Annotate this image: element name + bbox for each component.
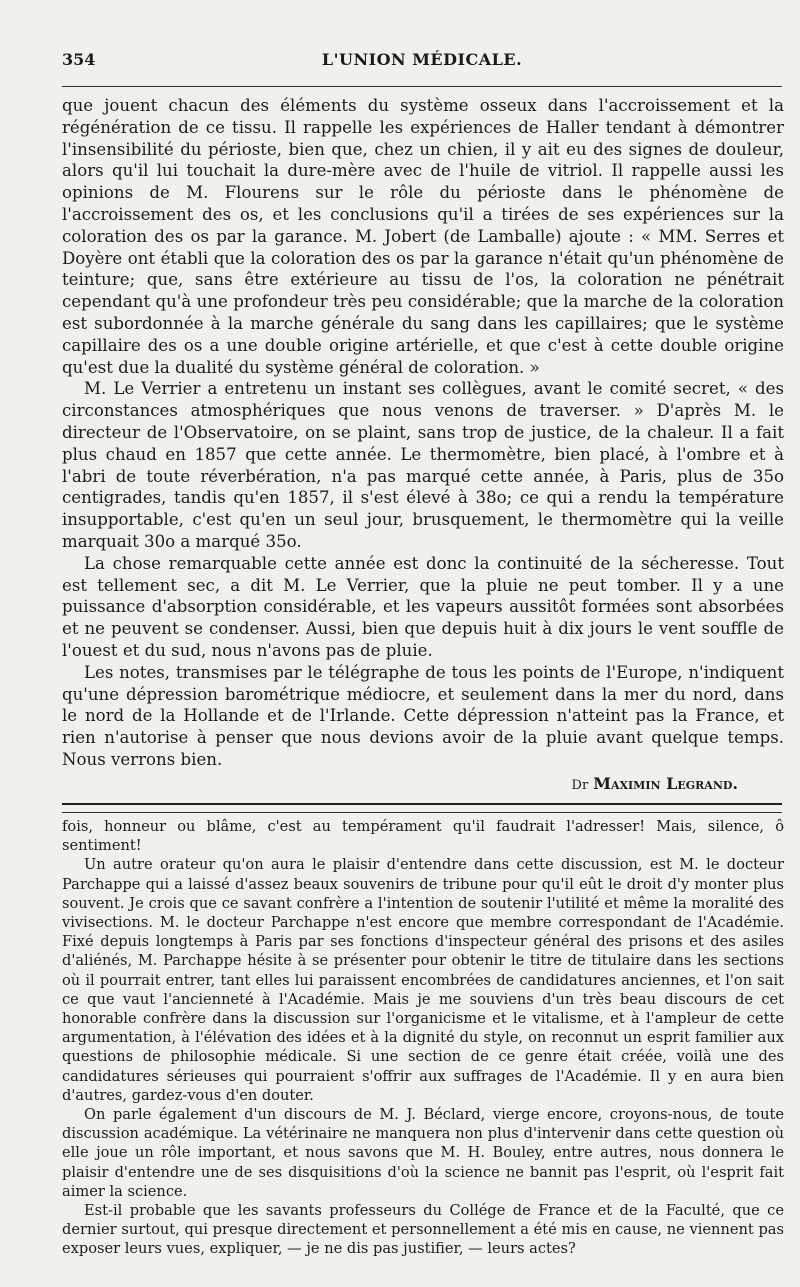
article-paragraph: que jouent chacun des éléments du système osseux dans l'accroissement et la régénération de ce tissu. Il rappelle les expériences de Haller tendant à démontrer l'insensibilité du périoste, bien que, chez un chien, il y ait eu des signes de douleur, alors qu'il lui touchait la dure-mère avec de l'huile de vitriol. Il rappelle aussi les opinions de M. Flourens sur le rôle du périoste dans le phénomène de l'accroissement des os, et les conclusions qu'il a tirées de ses expériences sur la coloration des os par la garance. M. Jobert (de Lamballe) ajoute : « MM. Serres et Doyère ont établi que la coloration des os par la garance n'était qu'un phénomène de teinture; que, sans être extérieure au tissu de l'os, la coloration ne pénétrait cependant qu'à une profondeur très peu considérable; que la marche de la coloration est subordonnée à la marche générale du sang dans les capillaires; que le système capillaire des os a une double origine artérielle, et que c'est à cette double origine qu'est due la dualité du système général de coloration. » [62,96,784,377]
feuilleton-body [62,817,784,1259]
signature-name: Maximin Legrand. [593,773,738,793]
author-signature [62,773,738,796]
article-paragraph: M. Le Verrier a entretenu un instant ses collègues, avant le comité secret, « des circonstances atmosphériques que nous venons de traverser. » D'après M. le directeur de l'Observatoire, on se plaint, sans trop de justice, de la chaleur. Il a fait plus chaud en 1857 que cette année. Le thermomètre, bien placé, à l'ombre et à l'abri de toute réverbération, n'a pas marqué cette année, à Paris, plus de 35o centigrades, tandis qu'en 1857, il s'est élevé à 38o; ce qui a rendu la température insupportable, c'est qu'en un seul jour, brusquement, le thermomètre qui la veille marquait 30o a marqué 35o. [62,379,784,551]
article-body [62,95,784,796]
signature-title: Dr [571,777,589,793]
feuilleton-paragraph: fois, honneur ou blâme, c'est au tempérament qu'il faudrait l'adresser! Mais, silence, ô sentiment! [62,818,784,855]
page-number: 354 [62,50,96,69]
journal-title: L'UNION MÉDICALE. [321,50,523,69]
feuilleton-paragraph: Est-il probable que les savants professeurs du Collége de France et de la Faculté, que ce dernier surtout, qui presque directement et personnellement a été mis en cause, ne viennent pas exposer leurs vues, expliquer, — je ne dis pas justifier, — leurs actes? [62,1202,784,1258]
feuilleton-divider [62,803,782,813]
feuilleton-paragraph: On parle également d'un discours de M. J. Béclard, vierge encore, croyons-nous, de toute discussion académique. La vétérinaire ne manquera non plus d'intervenir dans cette question où elle joue un rôle important, et nous savons que M. H. Bouley, entre autres, nous donnera le plaisir d'entendre une de ses disquisitions d'où la science ne bannit pas l'esprit, où l'esprit fait aimer la science. [62,1106,784,1200]
feuilleton-paragraph: Un autre orateur qu'on aura le plaisir d'entendre dans cette discussion, est M. le docteur Parchappe qui a laissé d'assez beaux souvenirs de tribune pour qu'il eût le droit d'y monter plus souvent. Je crois que ce savant confrère a l'intention de soutenir l'utilité et même la moralité des vivisections. M. le docteur Parchappe n'est encore que membre correspondant de l'Académie. Fixé depuis longtemps à Paris par ses fonctions d'inspecteur général des prisons et des asiles d'aliénés, M. Parchappe hésite à se présenter pour obtenir le titre de titulaire dans les sections où il pourrait entrer, tant elles lui paraissent encombrées de candidatures anciennes, et l'on sait ce que vaut l'ancienneté à l'Académie. Mais je me souviens d'un très beau discours de cet honorable confrère dans la discussion sur l'organicisme et le vitalisme, et à l'ampleur de cette argumentation, à l'élévation des idées et à la dignité du style, on reconnut un esprit familier aux questions de philosophie médicale. Si une section de ce genre était créée, voilà une des candidatures sérieuses qui pourraient s'offrir aux suffrages de l'Académie. Il y en aura bien d'autres, gardez-vous d'en douter. [62,856,784,1104]
page-header [62,50,782,74]
header-rule [62,86,782,87]
article-paragraph: Les notes, transmises par le télégraphe de tous les points de l'Europe, n'indiquent qu'une dépression barométrique médiocre, et seulement dans la mer du nord, dans le nord de la Hollande et de l'Irlande. Cette dépression n'atteint pas la France, et rien n'autorise à penser que nous devions avoir de la pluie avant quelque temps. Nous verrons bien. [62,662,784,769]
article-paragraph: La chose remarquable cette année est donc la continuité de la sécheresse. Tout est tellement sec, a dit M. Le Verrier, que la pluie ne peut tomber. Il y a une puissance d'absorption considérable, et les vapeurs aussitôt formées sont absorbées et ne peuvent se condenser. Aussi, bien que depuis huit à dix jours le vent souffle de l'ouest et du sud, nous n'avons pas de pluie. [62,553,784,660]
